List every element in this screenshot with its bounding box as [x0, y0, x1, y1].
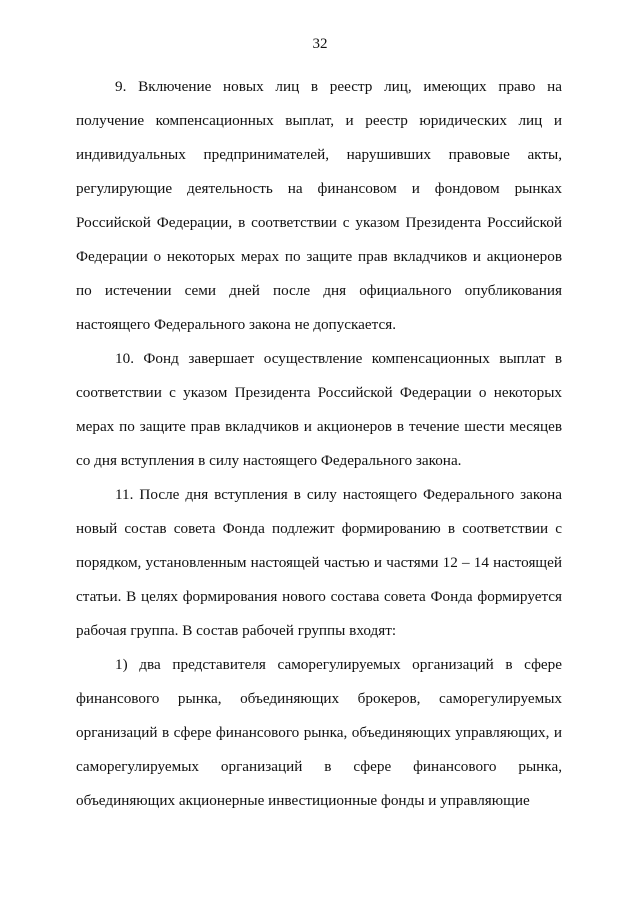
document-body — [76, 70, 562, 818]
paragraph-11-item-1: 1) два представителя саморегулируемых организаций в сфере финансового рынка, объединяющих брокеров, саморегулируемых организаций в сфере финансового рынка, объединяющих управляющих, и саморегулируемых организаций в сфере финансового рынка, объединяющих акционерные инвестиционные фонды и управляющие — [76, 656, 562, 809]
paragraph-10: 10. Фонд завершает осуществление компенсационных выплат в соответствии с указом Президента Российской Федерации о некоторых мерах по защите прав вкладчиков и акционеров в течение шести месяцев со дня вступления в силу настоящего Федерального закона. — [76, 350, 562, 469]
paragraph-9: 9. Включение новых лиц в реестр лиц, имеющих право на получение компенсационных выплат, и реестр юридических лиц и индивидуальных предпринимателей, нарушивших правовые акты, регулирующие деятельность на финансовом и фондовом рынках Российской Федерации, в соответствии с указом Президента Российской Федерации о некоторых мерах по защите прав вкладчиков и акционеров по истечении семи дней после дня официального опубликования настоящего Федерального закона не допускается. — [76, 78, 562, 333]
page-number: 32 — [312, 36, 328, 52]
paragraph-11: 11. После дня вступления в силу настоящего Федерального закона новый состав совета Фонда подлежит формированию в соответствии с порядком, установленным настоящей частью и частями 12 – 14 настоящей статьи. В целях формирования нового состава совета Фонда формируется рабочая группа. В состав рабочей группы входят: — [76, 486, 562, 639]
